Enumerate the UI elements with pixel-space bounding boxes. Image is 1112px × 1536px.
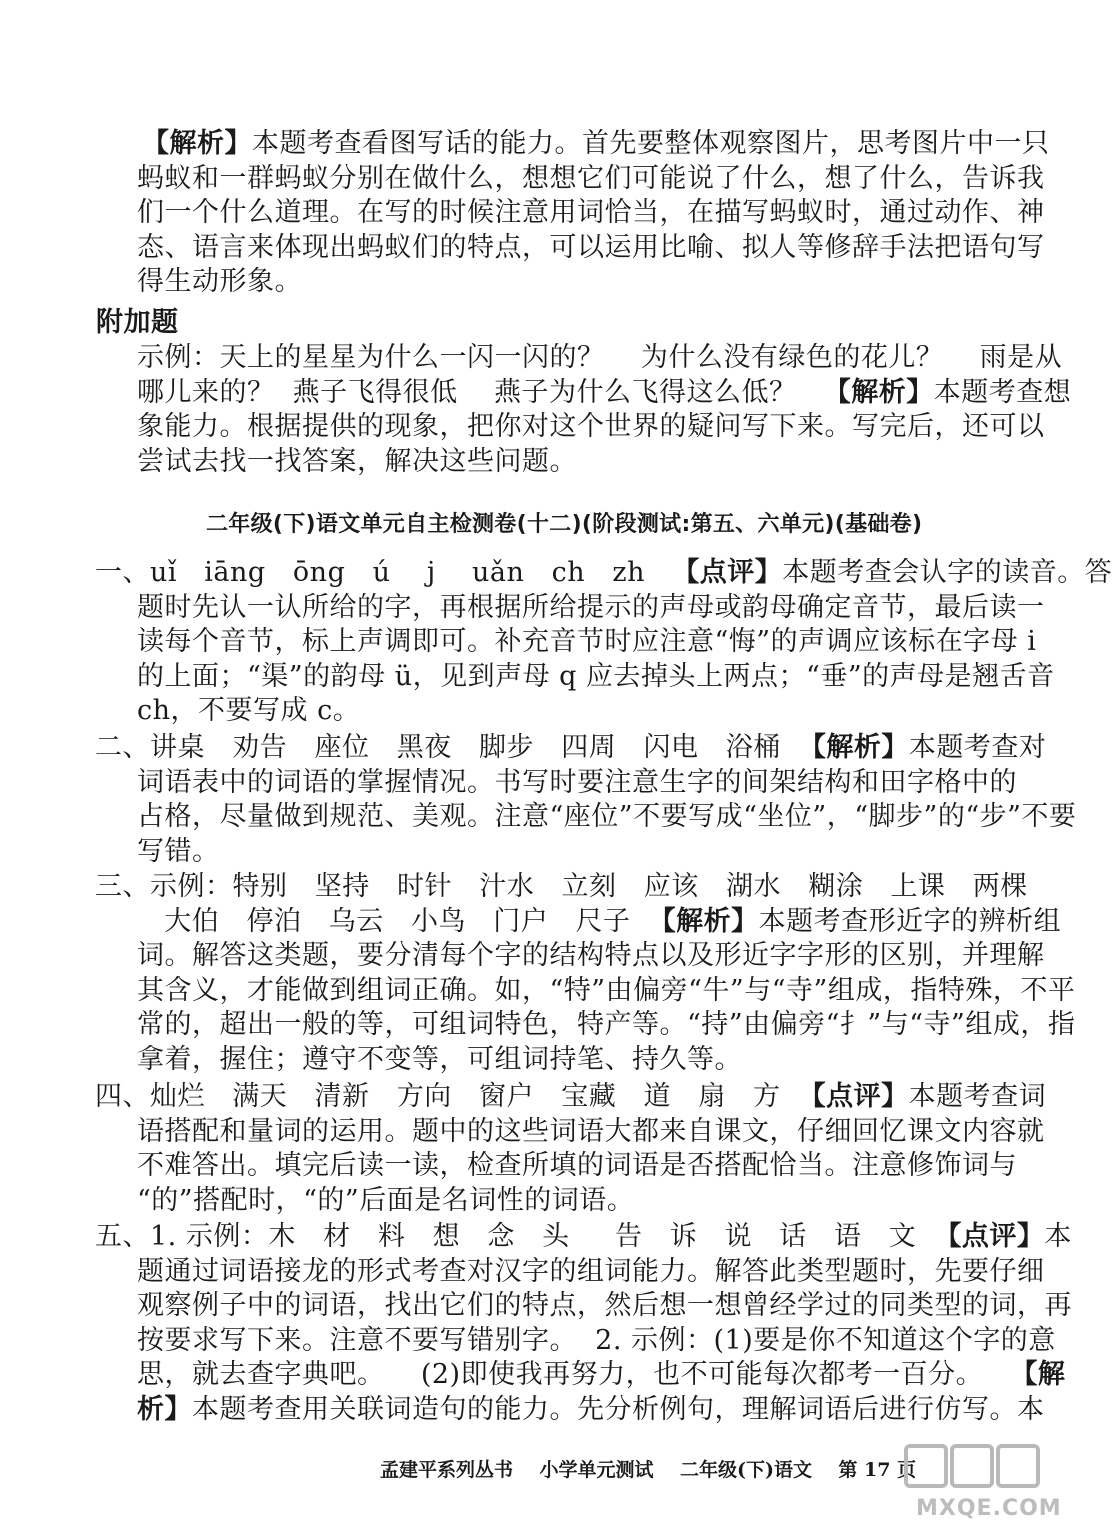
text-run: 大伯 停泊 乌云 小鸟 门户 尺子 (137, 905, 649, 937)
watermark-box-icon (904, 1444, 948, 1488)
analysis-tag: 【解析】 (648, 905, 759, 937)
text-run: 读每个音节，标上声调即可。补充音节时应注意“悔”的声调应该标在字母 i (137, 626, 1037, 658)
text-run: 尝试去找一找答案，解决这些问题。 (137, 445, 577, 477)
text-run: 五、1. 示例：木 材 料 想 念 头 告 诉 说 话 语 文 (95, 1221, 935, 1252)
bonus-line (137, 341, 1062, 375)
bonus-heading: 附加题 (96, 307, 179, 338)
text-run: 象能力。根据提供的现象，把你对这个世界的疑问写下来。写完后，还可以 (137, 411, 1045, 443)
text-run: 题通过词语接龙的形式考查对汉字的组词能力。解答此类型题时，先要仔细 (137, 1255, 1045, 1287)
text-run: “的”搭配时，“的”后面是名词性的词语。 (137, 1184, 635, 1216)
text-run: 本题考查看图写话的能力。首先要整体观察图片，思考图片中一只 (252, 128, 1050, 159)
text-run: 的上面；“渠”的韵母 ü，见到声母 q 应去掉头上两点；“垂”的声母是翘舌音 (137, 660, 1055, 692)
analysis-line (137, 231, 1045, 265)
analysis-tag: 析】 (137, 1394, 192, 1425)
watermark-box-icon (950, 1444, 994, 1488)
text-run: 一、uǐ iāng ōng ú j uǎn ch zh (95, 557, 673, 588)
text-run: 按要求写下来。注意不要写错别字。 2. 示例：(1)要是你不知道这个字的意 (137, 1324, 1056, 1356)
section-5-line (137, 1255, 1045, 1289)
section-1-line (137, 694, 360, 728)
text-run: 词语表中的词语的掌握情况。书写时要注意生字的间架结构和田字格中的 (137, 766, 1017, 798)
analysis-tag: 【解析】 (798, 732, 909, 763)
text-run: 词。解答这类题，要分清每个字的结构特点以及形近字字形的区别，并理解 (137, 940, 1045, 972)
analysis-tag: 【点评】 (798, 1081, 909, 1112)
analysis-line (137, 162, 1045, 196)
text-run: 本题考查形近字的辨析组 (758, 905, 1062, 937)
section-4-line (137, 1184, 634, 1218)
section-1-line (137, 660, 1055, 694)
text-run: 其含义，才能做到组词正确。如，“特”由偏旁“牛”与“寺”组成，指特殊，不平 (137, 974, 1076, 1006)
text-run: 示例：天上的星星为什么一闪一闪的？ 为什么没有绿色的花儿？ 雨是从 (137, 342, 1063, 373)
page-footer (380, 1455, 916, 1482)
text-run: 本题考查想 (933, 376, 1072, 408)
text-run: 本 (1044, 1221, 1072, 1252)
section-4-line (137, 1115, 1045, 1149)
section-5-line (95, 1220, 1072, 1254)
text-run: 三、示例：特别 坚持 时针 汁水 立刻 应该 湖水 糊涂 上课 两棵 (95, 871, 1028, 902)
footer-grade: 二年级(下)语文 (679, 1459, 812, 1481)
section-3-line (95, 870, 1028, 904)
section-3-line (137, 974, 1075, 1008)
analysis-tag: 【解 (1010, 1359, 1066, 1391)
text-run: 本题考查对 (908, 732, 1047, 763)
text-run: 哪儿来的？ 燕子飞得很低 燕子为什么飞得这么低？ (137, 376, 824, 408)
test-title: 二年级(下)语文单元自主检测卷(十二)(阶段测试:第五、六单元)(基础卷) (206, 512, 923, 537)
text-run: 本题考查用关联词造句的能力。先分析例句，理解词语后进行仿写。本 (192, 1394, 1045, 1425)
section-1-line (137, 591, 1045, 625)
footer-page-number: 第 17 页 (838, 1459, 917, 1481)
watermark-logo (900, 1440, 1062, 1530)
text-run: 拿着，握住；遵守不变等，可组词持笔、持久等。 (137, 1044, 742, 1075)
section-1-line (137, 625, 1036, 659)
text-run: 题时先认一认所给的字，再根据所给提示的声母或韵母确定音节，最后读一 (137, 591, 1045, 623)
section-3-line (137, 939, 1045, 973)
section-4-line (137, 1149, 1017, 1183)
watermark-box-icon (996, 1444, 1040, 1488)
footer-book: 小学单元测试 (539, 1459, 654, 1481)
section-3-line (137, 1043, 742, 1077)
analysis-tag: 【点评】 (672, 557, 783, 588)
analysis-line (137, 196, 1045, 230)
text-run: ch，不要写成 c。 (137, 695, 361, 727)
text-run: 思，就去查字典吧。 (2)即使我再努力，也不可能每次都考一百分。 (137, 1359, 1011, 1391)
analysis-line (137, 265, 302, 299)
section-3-line (137, 905, 1061, 939)
analysis-tag: 【解析】 (823, 376, 934, 408)
text-run: 本题考查词 (908, 1081, 1047, 1112)
bonus-line (137, 410, 1045, 444)
text-run: 们一个什么道理。在写的时候注意用词恰当，在描写蚂蚁时，通过动作、神 (137, 197, 1045, 229)
section-2-line (137, 766, 1017, 800)
watermark-text: MXQE.COM (916, 1496, 1062, 1521)
text-run: 得生动形象。 (137, 266, 302, 298)
section-5-line (137, 1324, 1056, 1358)
text-run: 语搭配和量词的运用。题中的这些词语大都来自课文，仔细回忆课文内容就 (137, 1115, 1045, 1147)
text-run: 占格，尽量做到规范、美观。注意“座位”不要写成“坐位”，“脚步”的“步”不要 (137, 801, 1077, 833)
text-run: 写错。 (137, 835, 220, 867)
text-run: 四、灿烂 满天 清新 方向 窗户 宝藏 道 扇 方 (95, 1081, 799, 1112)
section-4-line (95, 1080, 1046, 1114)
text-run: 蚂蚁和一群蚂蚁分别在做什么，想想它们可能说了什么，想了什么，告诉我 (137, 162, 1045, 194)
section-5-line (137, 1289, 1072, 1323)
section-5-line (137, 1393, 1045, 1427)
section-1-line (95, 556, 1112, 590)
bonus-line (137, 445, 577, 479)
analysis-tag: 【点评】 (934, 1221, 1045, 1252)
section-2-line (95, 731, 1046, 765)
section-5-line (137, 1358, 1065, 1392)
text-run: 本题考查会认字的读音。答 (782, 557, 1112, 588)
bonus-line (137, 376, 1071, 410)
text-run: 观察例子中的词语，找出它们的特点，然后想一想曾经学过的同类型的词，再 (137, 1290, 1072, 1322)
section-2-line (137, 800, 1076, 834)
section-3-line (137, 1008, 1075, 1042)
analysis-tag: 【解析】 (142, 128, 252, 159)
analysis-line (142, 127, 1050, 161)
text-run: 态、语言来体现出蚂蚁们的特点，可以运用比喻、拟人等修辞手法把语句写 (137, 231, 1045, 263)
text-run: 不难答出。填完后读一读，检查所填的词语是否搭配恰当。注意修饰词与 (137, 1150, 1017, 1182)
section-2-line (137, 835, 220, 869)
footer-series: 孟建平系列丛书 (380, 1459, 514, 1481)
text-run: 二、讲桌 劝告 座位 黑夜 脚步 四周 闪电 浴桶 (95, 732, 799, 763)
text-run: 常的，超出一般的等，可组词特色，特产等。“持”由偏旁“扌”与“寺”组成，指 (137, 1009, 1076, 1041)
